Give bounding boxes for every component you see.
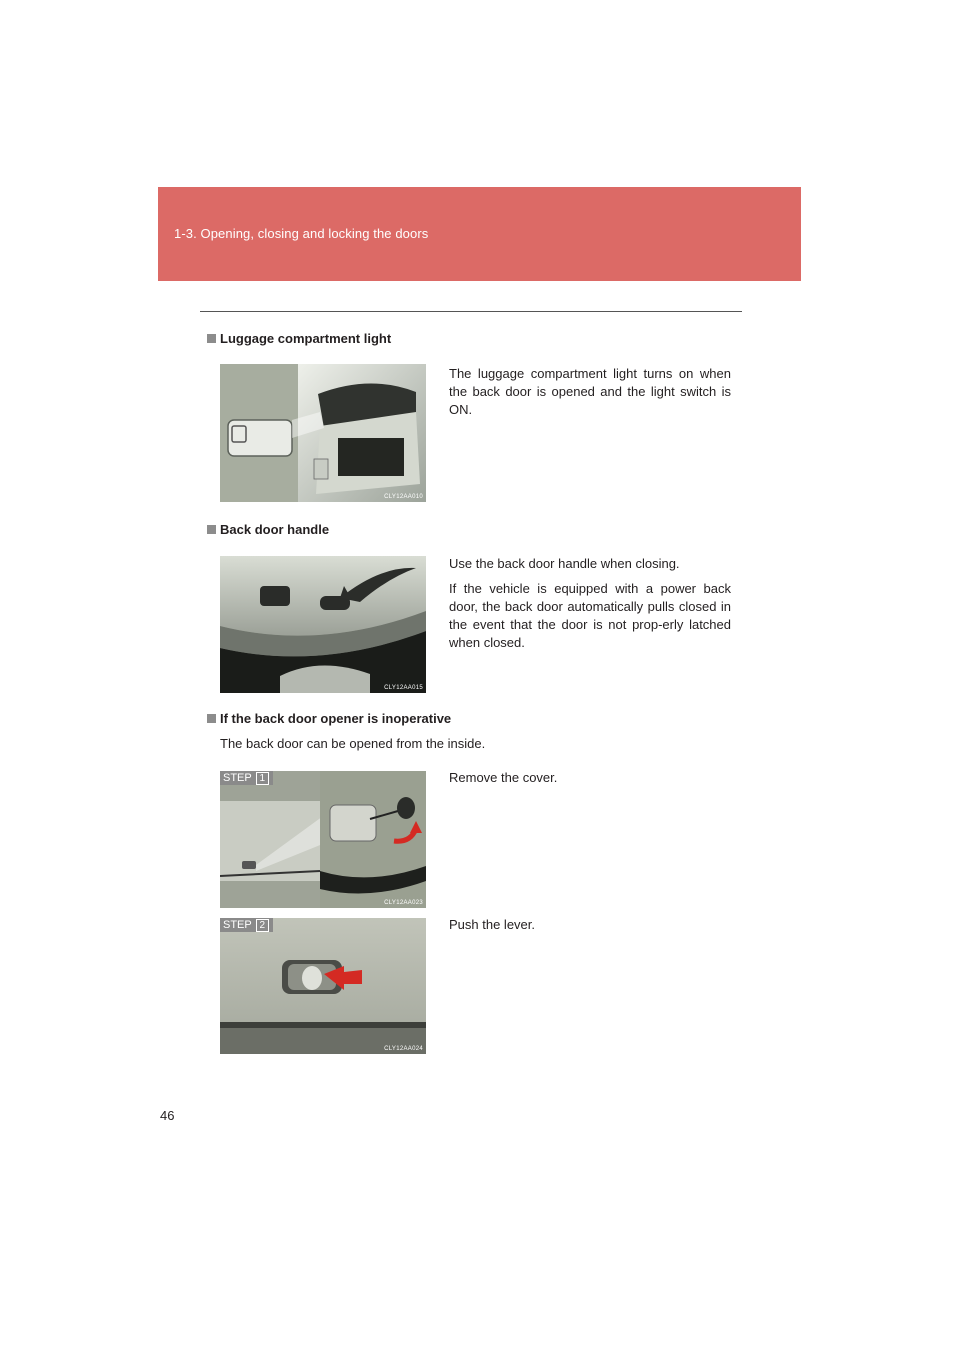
heading-back-door-opener (207, 711, 451, 726)
paragraph: Remove the cover. (449, 770, 558, 785)
figure-code: CLY12AA023 (384, 900, 423, 906)
square-bullet-icon (207, 525, 216, 534)
square-bullet-icon (207, 714, 216, 723)
figure-step-1 (220, 771, 426, 908)
heading-text: Back door handle (220, 522, 330, 537)
header-rule (200, 311, 742, 312)
figure-code: CLY12AA024 (384, 1046, 423, 1052)
heading-luggage-light (207, 331, 391, 346)
body-back-door-handle (449, 555, 731, 659)
figure-code: CLY12AA015 (384, 685, 423, 691)
step-number: 1 (256, 772, 269, 785)
step-badge (220, 918, 273, 932)
paragraph: The luggage compartment light turns on when the back door is opened and the light switch is ON. (449, 366, 731, 417)
figure-step-2 (220, 918, 426, 1054)
step-label: STEP (223, 919, 252, 931)
square-bullet-icon (207, 334, 216, 343)
intro-text: The back door can be opened from the inside. (220, 736, 486, 751)
body-step-1 (449, 769, 731, 794)
figure-luggage-light (220, 364, 426, 502)
page-number: 46 (160, 1108, 175, 1123)
heading-text: If the back door opener is inoperative (220, 711, 452, 726)
step-badge (220, 771, 273, 785)
heading-back-door-handle (207, 522, 329, 537)
paragraph: Push the lever. (449, 917, 535, 932)
figure-code: CLY12AA010 (384, 494, 423, 500)
body-luggage-light (449, 365, 731, 426)
heading-text: Luggage compartment light (220, 331, 392, 346)
paragraph: If the vehicle is equipped with a power back door, the back door automatically pulls closed in the event that the door is not prop-erly latched when closed. (449, 581, 731, 650)
body-step-2 (449, 916, 731, 941)
section-title: 1-3. Opening, closing and locking the doors (174, 226, 429, 241)
step-label: STEP (223, 772, 252, 784)
step-number: 2 (256, 919, 269, 932)
figure-back-door-handle (220, 556, 426, 693)
paragraph: Use the back door handle when closing. (449, 556, 680, 571)
chapter-header-band (158, 187, 801, 281)
